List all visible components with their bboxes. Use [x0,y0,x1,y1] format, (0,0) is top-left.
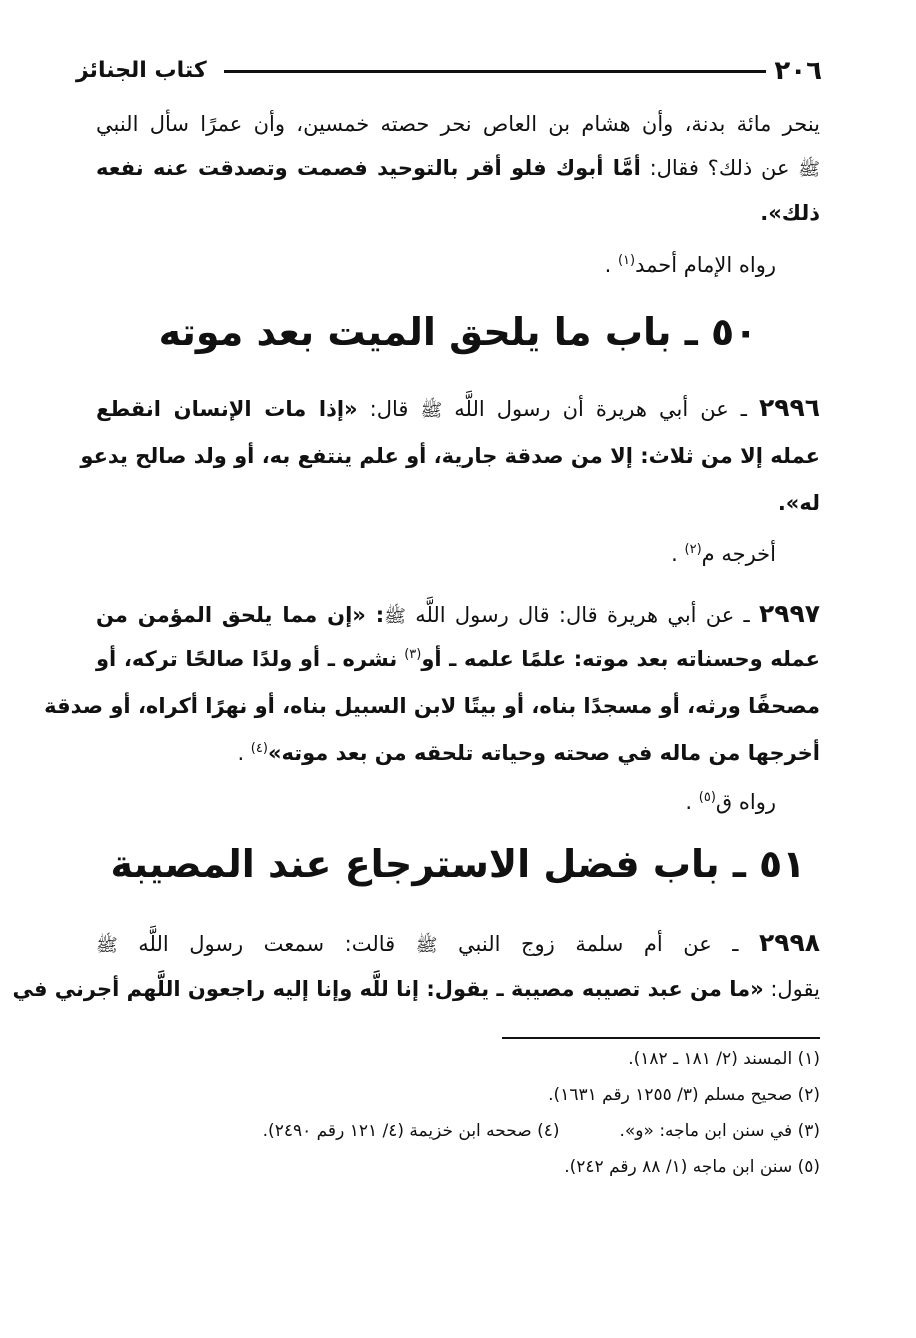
footnote-marker: (١) [617,253,636,268]
salla-ligature: ﷺ [96,935,118,956]
text-line [96,108,820,140]
text-line [96,197,820,229]
hadith-text: عمله وحسناته بعد موته: علمًا علمه ـ أو [421,647,820,671]
running-header [76,56,824,90]
hadith-line [96,392,820,427]
source-line [52,249,776,281]
hadith-text: نشره ـ أو ولدًا صالحًا تركه، أو [96,647,398,671]
text-span: ـ عن أبي هريرة أن رسول اللَّه [454,397,747,421]
header-rule [224,70,766,73]
page-number: ٢٠٦ [774,56,822,86]
hadith-line [12,973,820,1005]
text-span: قالت: سمعت رسول اللَّه [138,932,396,956]
salla-ligature: ﷺ [798,159,820,180]
text-line [96,152,820,186]
text-span: يقول: [770,977,820,1001]
footnote: (٤) صححه ابن خزيمة (٤/ ١٢١ رقم ٢٤٩٠). [262,1121,560,1141]
footnote-marker: (٣) [404,647,422,662]
text-span: عن ذلك؟ فقال: [649,156,790,180]
text-span: . [604,253,618,277]
hadith-text: مصحفًا ورثه، أو مسجدًا بناه، أو بيتًا لابن السبيل بناه، أو نهرًا أكراه، أو صدقة [44,694,820,718]
book-title: كتاب الجنائز [76,58,207,83]
chapter-heading: ٥١ ـ باب فضل الاسترجاع عند المصيبة [110,842,806,886]
footnote: (٥) سنن ابن ماجه (١/ ٨٨ رقم ٢٤٢). [564,1157,820,1177]
footnote-separator [502,1037,820,1039]
source-text: رواه ق [715,790,776,814]
text-span: . [685,790,699,814]
hadith-text: : «إن مما يلحق المؤمن من [96,603,385,627]
hadith-line [96,643,820,675]
hadith-line [80,440,820,472]
footnote-row [96,1118,820,1144]
source-text: أخرجه م [701,542,776,566]
hadith-text: أخرجها من ماله في صحته وحياته تلحقه من بعد موته» [267,741,820,765]
text-span: . [671,542,685,566]
text-span: قال: [369,397,409,421]
footnote-marker: (٤) [250,741,268,756]
hadith-text: ذلك». [760,201,820,225]
text-span: ـ عن أبي هريرة قال: قال رسول اللَّه [415,603,750,627]
footnote: (٣) في سنن ابن ماجه: «و». [619,1121,820,1141]
salla-ligature: ﷺ [415,935,438,956]
hadith-text: أمَّا أبوك فلو أقر بالتوحيد فصمت وتصدقت عنه نفعه [96,156,641,180]
hadith-number: ٢٩٩٨ [758,928,821,957]
footnote-marker: (٥) [698,790,716,805]
footnote-marker: (٢) [684,542,702,557]
hadith-line [96,487,820,519]
hadith-text: «إذا مات الإنسان انقطع [96,397,358,421]
footnote: (٢) صحيح مسلم (٣/ ١٢٥٥ رقم ١٦٣١). [548,1085,820,1105]
hadith-line [96,927,820,962]
hadith-number: ٢٩٩٦ [758,393,820,422]
hadith-text: له». [777,491,820,515]
hadith-line [96,598,820,633]
chapter-heading: ٥٠ ـ باب ما يلحق الميت بعد موته [158,310,758,354]
hadith-number: ٢٩٩٧ [758,599,820,628]
source-line [52,786,776,818]
salla-ligature: ﷺ [420,400,443,421]
text-span: . [237,741,251,765]
hadith-text: «ما من عبد تصيبه مصيبة ـ يقول: إنا للَّه وإنا إليه راجعون اللَّهم أجرني في [12,977,764,1001]
source-text: رواه الإمام أحمد [635,253,776,277]
source-line [52,538,776,570]
text-span: ينحر مائة بدنة، وأن هشام بن العاص نحر حصته خمسين، وأن عمرًا سأل النبي [96,112,820,136]
salla-ligature: ﷺ [384,606,406,627]
hadith-line [96,737,820,769]
text-span: ـ عن أم سلمة زوج النبي [458,932,739,956]
footnote: (١) المسند (٢/ ١٨١ ـ ١٨٢). [628,1049,820,1069]
hadith-text: عمله إلا من ثلاث: إلا من صدقة جارية، أو علم ينتفع به، أو ولد صالح يدعو [80,444,820,468]
hadith-line [44,690,820,722]
